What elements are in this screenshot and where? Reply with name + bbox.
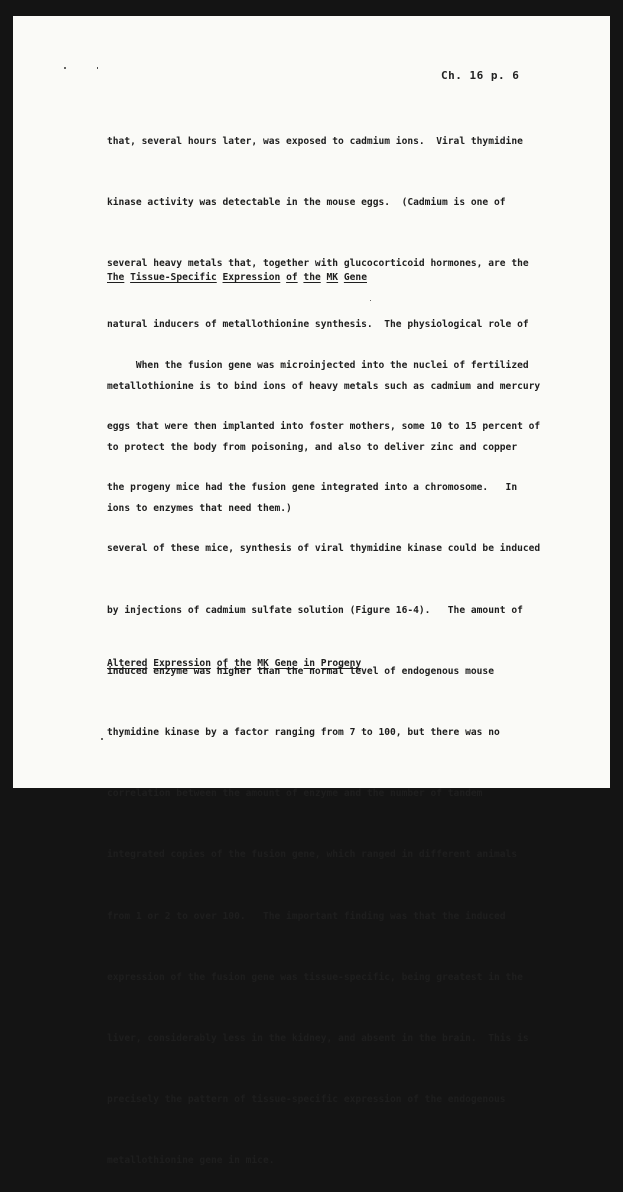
heading-word: The [107,272,125,283]
heading-word: MK [257,658,269,669]
text-line: induced enzyme was higher than the normal level of endogenous mouse [107,665,494,677]
text-line: natural inducers of metallothionine synthesis. The physiological role of [107,319,529,331]
text-line: the progeny mice had the fusion gene integrated into a chromosome. In [107,482,518,494]
text-line: metallothionine gene in mice. [107,1155,275,1167]
text-line: expression of the fusion gene was tissue-specific, being greatest in the [107,971,523,983]
text-line: thymidine kinase by a factor ranging from 7 to 100, but there was no [107,727,500,739]
text-line: correlation between the amount of enzyme and the number of tandem [107,788,483,800]
section-heading-altered-expression [107,658,361,669]
text-line: eggs that were then implanted into foster mothers, some 10 to 15 percent of [107,421,541,433]
paper-speck [370,300,371,301]
heading-word: Expression [153,658,211,669]
text-line: precisely the pattern of tissue-specific expression of the endogenous [107,1094,506,1106]
text-line: metallothionine is to bind ions of heavy metals such as cadmium and mercury [107,380,541,392]
text-line: When the fusion gene was microinjected into the nuclei of fertilized [107,359,529,371]
text-line: that, several hours later, was exposed to cadmium ions. Viral thymidine [107,135,523,147]
text-line: several heavy metals that, together with glucocorticoid hormones, are the [107,258,529,270]
section-heading-tissue-specific [107,272,367,283]
heading-word: Altered [107,658,148,669]
paper-speck [97,67,98,69]
heading-word: the [303,272,321,283]
text-line: integrated copies of the fusion gene, which ranged in different animals [107,849,518,861]
heading-word: Expression [222,272,281,283]
text-line: by injections of cadmium sulfate solution (Figure 16-4). The amount of [107,604,523,616]
text-line: from 1 or 2 to over 100. The important finding was that the induced [107,910,506,922]
text-line: several of these mice, synthesis of viral thymidine kinase could be induced [107,543,541,555]
text-line: to protect the body from poisoning, and also to deliver zinc and copper [107,441,518,453]
heading-word: in [303,658,316,669]
page-header: Ch. 16 p. 6 [441,69,520,82]
heading-word: MK [326,272,339,283]
paper-speck [64,67,66,69]
heading-word: Progeny [320,658,362,669]
text-line: ions to enzymes that need them.) [107,503,292,515]
text-line: liver, considerably less in the kidney, and absent in the brain. This is [107,1033,529,1045]
heading-word: Gene [274,658,298,669]
paper-speck [101,738,103,740]
text-line: kinase activity was detectable in the mouse eggs. (Cadmium is one of [107,197,506,209]
heading-word: the [234,658,252,669]
paragraph-fusion-gene [107,315,557,1192]
heading-word: Gene [343,272,367,283]
heading-word: Tissue-Specific [130,272,217,283]
heading-word: of [216,658,229,669]
heading-word: of [286,272,298,283]
